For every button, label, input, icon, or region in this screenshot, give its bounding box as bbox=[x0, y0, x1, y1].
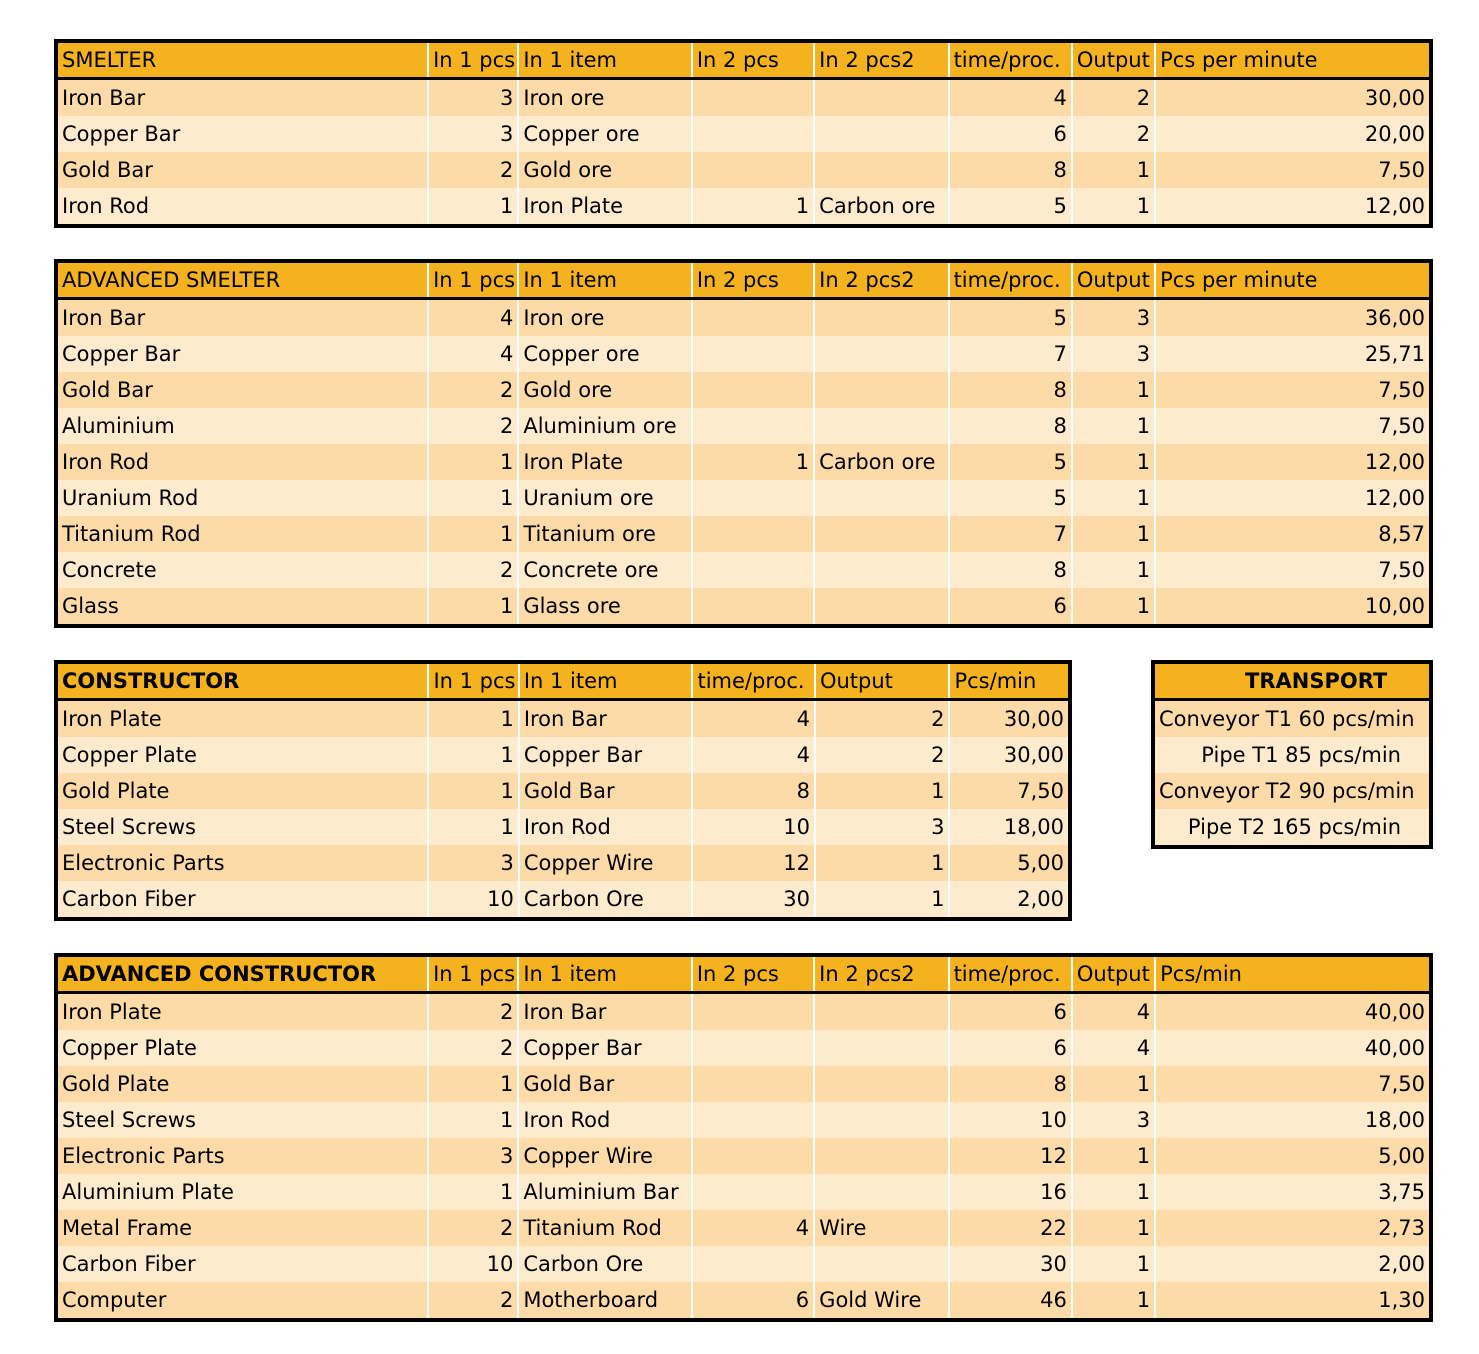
table-row bbox=[56, 700, 1070, 738]
table-cell bbox=[814, 1102, 948, 1138]
table-row bbox=[56, 845, 1070, 881]
column-header: In 1 item bbox=[518, 41, 692, 79]
table-row bbox=[56, 516, 1431, 552]
table-cell: 2 bbox=[428, 1210, 518, 1246]
row-label: Gold Bar bbox=[56, 372, 428, 408]
column-header: In 1 pcs bbox=[428, 662, 518, 700]
table-cell bbox=[814, 993, 948, 1031]
transport-title: TRANSPORT bbox=[1153, 662, 1431, 700]
header-row bbox=[56, 955, 1431, 993]
table-cell: 1 bbox=[428, 588, 518, 626]
table-cell: 5,00 bbox=[949, 845, 1070, 881]
table-cell: 10,00 bbox=[1155, 588, 1431, 626]
constructor-table bbox=[54, 660, 1072, 921]
table-cell: 22 bbox=[949, 1210, 1072, 1246]
table-cell: 2 bbox=[428, 993, 518, 1031]
table-cell: 3 bbox=[1072, 299, 1155, 337]
table-cell bbox=[692, 116, 814, 152]
table-cell: 1 bbox=[815, 773, 950, 809]
row-label: Steel Screws bbox=[56, 809, 428, 845]
table-cell bbox=[692, 1030, 814, 1066]
row-label: Electronic Parts bbox=[56, 845, 428, 881]
row-label: Aluminium bbox=[56, 408, 428, 444]
table-cell: 2 bbox=[428, 1030, 518, 1066]
table-cell bbox=[692, 1174, 814, 1210]
table-row bbox=[56, 1102, 1431, 1138]
table-cell: 30 bbox=[949, 1246, 1072, 1282]
table-cell: 1 bbox=[1072, 1210, 1155, 1246]
table-cell: 4 bbox=[1072, 993, 1155, 1031]
table-row bbox=[56, 79, 1431, 117]
table-row bbox=[56, 809, 1070, 845]
table-cell: 20,00 bbox=[1155, 116, 1431, 152]
table-cell: 4 bbox=[1072, 1030, 1155, 1066]
table-row bbox=[56, 152, 1431, 188]
row-label: Titanium Rod bbox=[56, 516, 428, 552]
table-cell: 1 bbox=[1072, 372, 1155, 408]
table-cell: 10 bbox=[692, 809, 814, 845]
column-header: In 1 pcs bbox=[428, 261, 518, 299]
table-cell: 8 bbox=[949, 1066, 1072, 1102]
row-label: Copper Plate bbox=[56, 737, 428, 773]
advanced-smelter-table bbox=[54, 259, 1433, 628]
row-label: Iron Plate bbox=[56, 700, 428, 738]
table-cell: Copper Bar bbox=[518, 1030, 692, 1066]
table-row bbox=[56, 773, 1070, 809]
table-cell: 1 bbox=[1072, 408, 1155, 444]
table-row bbox=[56, 408, 1431, 444]
header-row bbox=[56, 662, 1070, 700]
table-cell: 7,50 bbox=[1155, 372, 1431, 408]
table-cell bbox=[814, 152, 948, 188]
table-cell: 2,73 bbox=[1155, 1210, 1431, 1246]
table-row bbox=[56, 1282, 1431, 1320]
table-cell: 5 bbox=[949, 188, 1072, 226]
table-cell: 1 bbox=[428, 1102, 518, 1138]
table-cell bbox=[692, 1066, 814, 1102]
table-cell: 30 bbox=[692, 881, 814, 919]
table-cell: 2 bbox=[428, 1282, 518, 1320]
table-cell: 1 bbox=[1072, 152, 1155, 188]
table-cell: 30,00 bbox=[949, 700, 1070, 738]
table-cell: 1 bbox=[428, 516, 518, 552]
table-row bbox=[56, 993, 1431, 1031]
table-cell: Titanium Rod bbox=[518, 1210, 692, 1246]
table-cell: 1 bbox=[428, 1066, 518, 1102]
table-cell: 1 bbox=[1072, 1066, 1155, 1102]
row-label: Copper Bar bbox=[56, 116, 428, 152]
section-title: ADVANCED CONSTRUCTOR bbox=[56, 955, 428, 993]
transport-item: Conveyor T1 60 pcs/min bbox=[1153, 700, 1431, 738]
column-header: Pcs/min bbox=[1155, 955, 1431, 993]
table-cell: 7,50 bbox=[1155, 408, 1431, 444]
table-cell: Iron ore bbox=[518, 299, 692, 337]
table-cell: 12 bbox=[949, 1138, 1072, 1174]
table-cell: Concrete ore bbox=[518, 552, 692, 588]
column-header: time/proc. bbox=[949, 955, 1072, 993]
table-cell: Carbon Ore bbox=[519, 881, 693, 919]
row-label: Electronic Parts bbox=[56, 1138, 428, 1174]
column-header: time/proc. bbox=[949, 261, 1072, 299]
table-cell: 25,71 bbox=[1155, 336, 1431, 372]
row-label: Uranium Rod bbox=[56, 480, 428, 516]
table-cell bbox=[692, 152, 814, 188]
column-header: Pcs/min bbox=[949, 662, 1070, 700]
table-cell: Copper Wire bbox=[518, 1138, 692, 1174]
table-cell: 7,50 bbox=[1155, 152, 1431, 188]
table-cell: 30,00 bbox=[1155, 79, 1431, 117]
table-cell: 1 bbox=[428, 809, 518, 845]
table-cell: 1 bbox=[1072, 188, 1155, 226]
table-cell: 5 bbox=[949, 444, 1072, 480]
table-row bbox=[56, 1066, 1431, 1102]
table-row bbox=[56, 372, 1431, 408]
table-cell: 1 bbox=[1072, 552, 1155, 588]
table-row bbox=[56, 116, 1431, 152]
row-label: Iron Plate bbox=[56, 993, 428, 1031]
table-cell: Copper Bar bbox=[519, 737, 693, 773]
table-cell: 4 bbox=[428, 299, 518, 337]
transport-item: Pipe T2 165 pcs/min bbox=[1153, 809, 1431, 847]
table-cell: 2 bbox=[428, 408, 518, 444]
table-cell bbox=[814, 588, 948, 626]
table-cell: 3 bbox=[428, 79, 518, 117]
table-cell: 1 bbox=[1072, 1282, 1155, 1320]
column-header: In 2 pcs bbox=[692, 41, 814, 79]
header-row bbox=[56, 261, 1431, 299]
table-cell: 8 bbox=[949, 552, 1072, 588]
table-cell: 1 bbox=[1072, 444, 1155, 480]
table-row bbox=[56, 1210, 1431, 1246]
table-cell: 12 bbox=[692, 845, 814, 881]
section-title: SMELTER bbox=[56, 41, 428, 79]
table-cell: 1 bbox=[428, 700, 518, 738]
table-cell: 1 bbox=[428, 1174, 518, 1210]
header-row bbox=[56, 41, 1431, 79]
row-label: Glass bbox=[56, 588, 428, 626]
table-cell bbox=[814, 116, 948, 152]
table-cell: 4 bbox=[692, 700, 814, 738]
table-cell: 30,00 bbox=[949, 737, 1070, 773]
table-cell: Copper ore bbox=[518, 116, 692, 152]
table-cell: 1 bbox=[1072, 1246, 1155, 1282]
row-label: Gold Bar bbox=[56, 152, 428, 188]
table-cell: 7 bbox=[949, 336, 1072, 372]
advanced-constructor-table bbox=[54, 953, 1433, 1322]
table-cell: 7,50 bbox=[1155, 552, 1431, 588]
table-cell: 3,75 bbox=[1155, 1174, 1431, 1210]
row-label: Gold Plate bbox=[56, 773, 428, 809]
column-header: Pcs per minute bbox=[1155, 261, 1431, 299]
table-cell: 1 bbox=[815, 881, 950, 919]
table-cell: 1 bbox=[692, 444, 814, 480]
table-cell: 2 bbox=[1072, 79, 1155, 117]
table-cell: 10 bbox=[949, 1102, 1072, 1138]
table-row bbox=[56, 552, 1431, 588]
smelter-table bbox=[54, 39, 1433, 228]
table-cell: Copper Wire bbox=[519, 845, 693, 881]
table-cell: 2,00 bbox=[1155, 1246, 1431, 1282]
column-header: In 2 pcs2 bbox=[814, 955, 948, 993]
table-cell: 1 bbox=[1072, 1138, 1155, 1174]
table-cell: 2 bbox=[428, 152, 518, 188]
table-cell: Carbon Ore bbox=[518, 1246, 692, 1282]
table-cell: 3 bbox=[428, 1138, 518, 1174]
table-cell bbox=[692, 299, 814, 337]
table-cell: 1 bbox=[428, 188, 518, 226]
table-cell: Gold Bar bbox=[519, 773, 693, 809]
table-cell bbox=[814, 1246, 948, 1282]
table-cell: 1 bbox=[692, 188, 814, 226]
table-cell: 2,00 bbox=[949, 881, 1070, 919]
table-cell: 12,00 bbox=[1155, 188, 1431, 226]
table-cell: 3 bbox=[428, 845, 518, 881]
table-cell: Gold Wire bbox=[814, 1282, 948, 1320]
table-cell: 1 bbox=[428, 737, 518, 773]
table-cell bbox=[692, 480, 814, 516]
table-row bbox=[56, 188, 1431, 226]
table-cell: 7,50 bbox=[949, 773, 1070, 809]
table-cell: 1 bbox=[1072, 516, 1155, 552]
column-header: Pcs per minute bbox=[1155, 41, 1431, 79]
table-cell: 8 bbox=[692, 773, 814, 809]
table-cell: 6 bbox=[949, 993, 1072, 1031]
table-cell: Gold Bar bbox=[518, 1066, 692, 1102]
column-header: Output bbox=[1072, 955, 1155, 993]
table-cell bbox=[814, 516, 948, 552]
table-cell bbox=[692, 1138, 814, 1174]
table-row bbox=[56, 1030, 1431, 1066]
table-cell: 2 bbox=[815, 700, 950, 738]
table-cell bbox=[814, 336, 948, 372]
table-cell: 40,00 bbox=[1155, 993, 1431, 1031]
table-cell: 3 bbox=[428, 116, 518, 152]
table-cell bbox=[814, 1066, 948, 1102]
table-cell: Copper ore bbox=[518, 336, 692, 372]
table-row bbox=[56, 299, 1431, 337]
column-header: time/proc. bbox=[692, 662, 814, 700]
row-label: Aluminium Plate bbox=[56, 1174, 428, 1210]
column-header: Output bbox=[1072, 261, 1155, 299]
table-cell: Wire bbox=[814, 1210, 948, 1246]
table-cell: 7 bbox=[949, 516, 1072, 552]
table-cell: 40,00 bbox=[1155, 1030, 1431, 1066]
table-cell bbox=[814, 1138, 948, 1174]
table-cell: 4 bbox=[949, 79, 1072, 117]
table-cell: Aluminium Bar bbox=[518, 1174, 692, 1210]
table-row bbox=[56, 444, 1431, 480]
table-cell bbox=[814, 408, 948, 444]
table-cell: 1 bbox=[1072, 588, 1155, 626]
column-header: In 2 pcs bbox=[692, 955, 814, 993]
transport-table bbox=[1151, 660, 1433, 849]
table-row bbox=[56, 1246, 1431, 1282]
table-cell: 18,00 bbox=[1155, 1102, 1431, 1138]
column-header: In 1 item bbox=[518, 261, 692, 299]
row-label: Carbon Fiber bbox=[56, 881, 428, 919]
table-cell bbox=[692, 552, 814, 588]
table-cell bbox=[692, 516, 814, 552]
table-cell: 5 bbox=[949, 299, 1072, 337]
row-label: Concrete bbox=[56, 552, 428, 588]
table-cell bbox=[814, 299, 948, 337]
table-row bbox=[56, 1174, 1431, 1210]
table-cell bbox=[814, 552, 948, 588]
table-cell: 4 bbox=[692, 1210, 814, 1246]
table-cell: 1 bbox=[1072, 480, 1155, 516]
table-cell bbox=[692, 372, 814, 408]
table-cell: 6 bbox=[949, 116, 1072, 152]
row-label: Gold Plate bbox=[56, 1066, 428, 1102]
table-cell: 1 bbox=[428, 773, 518, 809]
table-row bbox=[56, 336, 1431, 372]
table-cell bbox=[814, 79, 948, 117]
table-cell: Iron Plate bbox=[518, 444, 692, 480]
table-cell: Iron ore bbox=[518, 79, 692, 117]
row-label: Iron Bar bbox=[56, 79, 428, 117]
table-cell bbox=[692, 1102, 814, 1138]
table-cell: 4 bbox=[428, 336, 518, 372]
table-cell bbox=[692, 993, 814, 1031]
column-header: Output bbox=[1072, 41, 1155, 79]
table-cell: 1 bbox=[1072, 1174, 1155, 1210]
row-label: Copper Plate bbox=[56, 1030, 428, 1066]
table-cell: 12,00 bbox=[1155, 480, 1431, 516]
table-cell: 6 bbox=[949, 588, 1072, 626]
table-row bbox=[56, 1138, 1431, 1174]
table-cell: Titanium ore bbox=[518, 516, 692, 552]
row-label: Copper Bar bbox=[56, 336, 428, 372]
row-label: Computer bbox=[56, 1282, 428, 1320]
table-cell: 46 bbox=[949, 1282, 1072, 1320]
table-cell: 8 bbox=[949, 408, 1072, 444]
table-cell: Carbon ore bbox=[814, 188, 948, 226]
table-cell bbox=[814, 1030, 948, 1066]
table-cell: Gold ore bbox=[518, 372, 692, 408]
column-header: In 1 item bbox=[518, 955, 692, 993]
table-cell: 16 bbox=[949, 1174, 1072, 1210]
table-cell: 1,30 bbox=[1155, 1282, 1431, 1320]
table-cell bbox=[692, 1246, 814, 1282]
table-cell: 1 bbox=[428, 480, 518, 516]
table-cell: 2 bbox=[1072, 116, 1155, 152]
table-row bbox=[56, 881, 1070, 919]
table-cell: 6 bbox=[949, 1030, 1072, 1066]
transport-item: Conveyor T2 90 pcs/min bbox=[1153, 773, 1431, 809]
table-cell: 1 bbox=[815, 845, 950, 881]
table-cell: Iron Bar bbox=[519, 700, 693, 738]
table-cell: Carbon ore bbox=[814, 444, 948, 480]
column-header: time/proc. bbox=[949, 41, 1072, 79]
table-cell: 8 bbox=[949, 152, 1072, 188]
column-header: In 2 pcs2 bbox=[814, 261, 948, 299]
table-cell: 3 bbox=[1072, 1102, 1155, 1138]
row-label: Iron Rod bbox=[56, 188, 428, 226]
transport-item: Pipe T1 85 pcs/min bbox=[1153, 737, 1431, 773]
row-label: Carbon Fiber bbox=[56, 1246, 428, 1282]
table-cell: 18,00 bbox=[949, 809, 1070, 845]
table-cell: Iron Rod bbox=[519, 809, 693, 845]
table-cell: Aluminium ore bbox=[518, 408, 692, 444]
table-cell: 2 bbox=[428, 552, 518, 588]
table-cell bbox=[814, 480, 948, 516]
table-cell bbox=[692, 408, 814, 444]
table-cell: 8,57 bbox=[1155, 516, 1431, 552]
table-cell: 4 bbox=[692, 737, 814, 773]
table-cell bbox=[814, 1174, 948, 1210]
column-header: In 1 item bbox=[519, 662, 693, 700]
table-cell: Iron Plate bbox=[518, 188, 692, 226]
table-cell bbox=[692, 79, 814, 117]
table-cell: 1 bbox=[428, 444, 518, 480]
table-cell: Iron Bar bbox=[518, 993, 692, 1031]
table-cell: 12,00 bbox=[1155, 444, 1431, 480]
row-label: Metal Frame bbox=[56, 1210, 428, 1246]
table-cell: 36,00 bbox=[1155, 299, 1431, 337]
table-cell: 2 bbox=[815, 737, 950, 773]
table-cell: Iron Rod bbox=[518, 1102, 692, 1138]
column-header: In 1 pcs bbox=[428, 955, 518, 993]
table-cell: 8 bbox=[949, 372, 1072, 408]
column-header: In 2 pcs bbox=[692, 261, 814, 299]
table-cell: 5 bbox=[949, 480, 1072, 516]
column-header: In 1 pcs bbox=[428, 41, 518, 79]
table-cell: 7,50 bbox=[1155, 1066, 1431, 1102]
table-row bbox=[56, 588, 1431, 626]
table-cell: 10 bbox=[428, 881, 518, 919]
row-label: Iron Rod bbox=[56, 444, 428, 480]
table-cell: 10 bbox=[428, 1246, 518, 1282]
table-cell: 5,00 bbox=[1155, 1138, 1431, 1174]
table-cell bbox=[692, 336, 814, 372]
table-cell: 3 bbox=[815, 809, 950, 845]
table-cell: Motherboard bbox=[518, 1282, 692, 1320]
table-row bbox=[56, 480, 1431, 516]
table-cell bbox=[814, 372, 948, 408]
table-cell bbox=[692, 588, 814, 626]
section-title: CONSTRUCTOR bbox=[56, 662, 428, 700]
table-cell: Uranium ore bbox=[518, 480, 692, 516]
section-title: ADVANCED SMELTER bbox=[56, 261, 428, 299]
table-cell: Glass ore bbox=[518, 588, 692, 626]
table-cell: 3 bbox=[1072, 336, 1155, 372]
column-header: In 2 pcs2 bbox=[814, 41, 948, 79]
table-cell: 2 bbox=[428, 372, 518, 408]
table-cell: 6 bbox=[692, 1282, 814, 1320]
column-header: Output bbox=[815, 662, 950, 700]
row-label: Iron Bar bbox=[56, 299, 428, 337]
table-row bbox=[56, 737, 1070, 773]
row-label: Steel Screws bbox=[56, 1102, 428, 1138]
table-cell: Gold ore bbox=[518, 152, 692, 188]
